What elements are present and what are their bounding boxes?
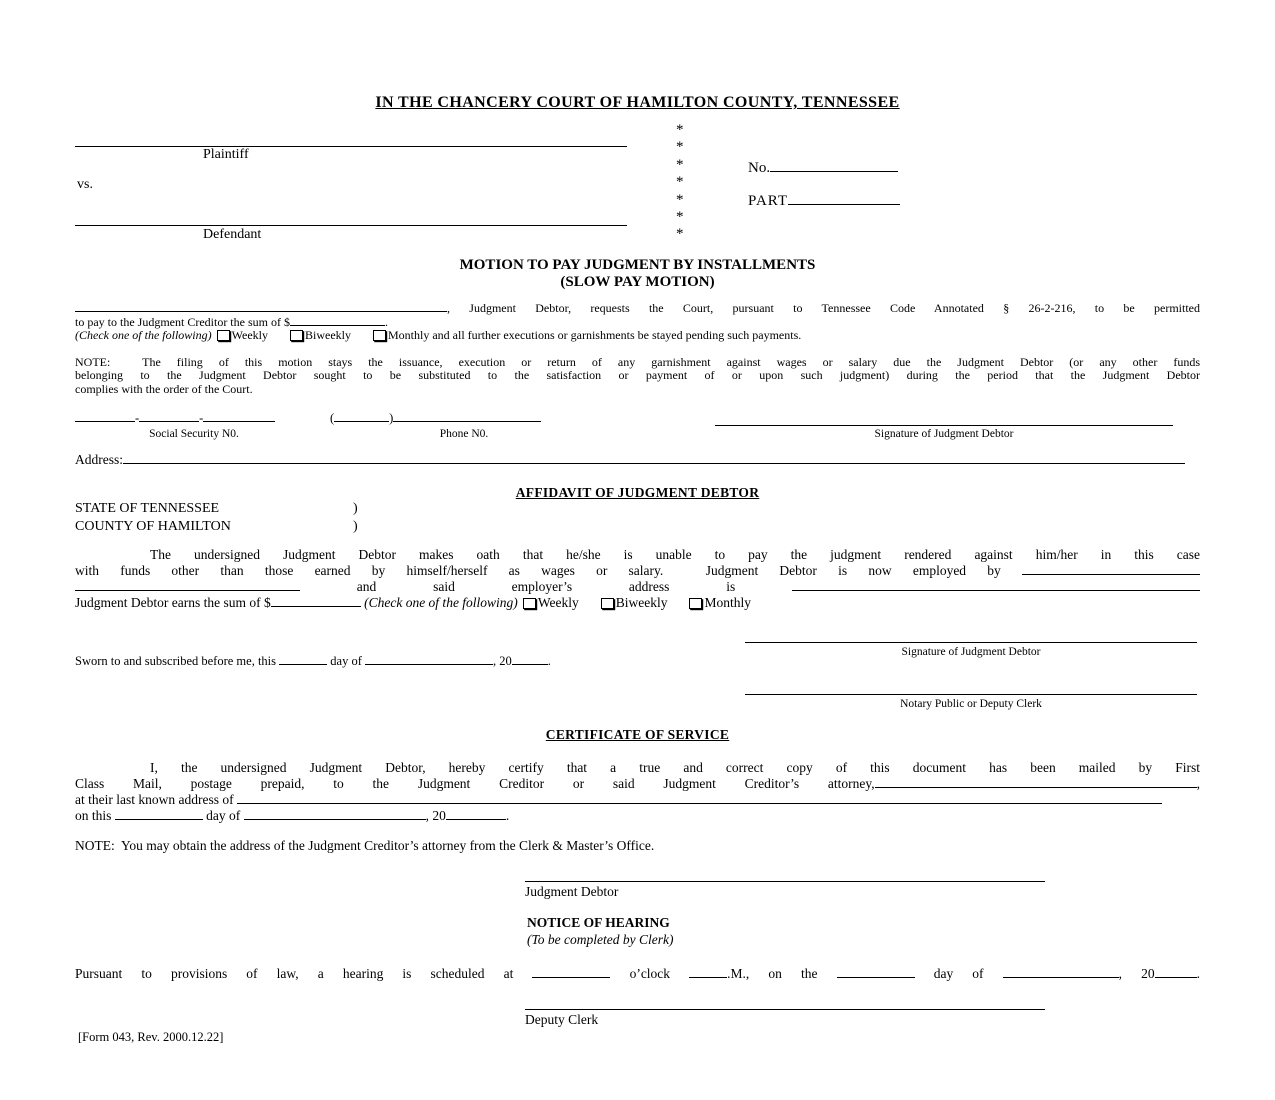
venue-block [75,500,435,535]
debtor-signature-group [715,411,1173,440]
county-row [75,518,435,536]
asterisk-separator: * [676,122,684,138]
ssn-label: Social Security N0. [149,428,239,440]
certificate-note: NOTE: You may obtain the address of the Judgment Creditor’s attorney from the Clerk & Master’s Office. [75,838,655,853]
deputy-clerk-signature-block [525,999,1045,1028]
motion-text-1: , Judgment Debtor, requests the Court, pursuant to Tennessee Code Annotated § 26-2-216, to be permitted [447,301,1200,315]
phone-paren-open: ( [330,411,335,425]
asterisk-separator: * [676,208,684,225]
affidavit-line-4 [75,595,1200,611]
affidavit-paragraph [75,547,1200,611]
notarization-block [75,630,1200,725]
asterisk-separator: * [676,174,684,191]
checkbox-icon[interactable] [373,330,386,341]
checkbox-label: Weekly [231,328,268,342]
checkbox-icon[interactable] [523,598,536,609]
sworn-statement [75,654,551,669]
phone-label: Phone N0. [439,428,489,440]
affidavit-checkbox-option-monthly[interactable] [689,595,751,610]
motion-text-2-period: . [384,314,388,329]
state-paren: ) [353,501,358,516]
part-row [748,193,900,210]
certificate-paragraph [75,760,1200,824]
hearing-title: NOTICE OF HEARING [527,915,670,930]
notary-label: Notary Public or Deputy Clerk [900,698,1042,710]
debtor-signature-label: Signature of Judgment Debtor [874,428,1014,440]
hearing-text-6: . [1196,966,1200,981]
deputy-clerk-label: Deputy Clerk [525,1012,599,1027]
state-line: STATE OF TENNESSEE [75,501,220,516]
hearing-text-3: .M., on the [727,966,837,981]
deputy-clerk-signature-field[interactable] [525,999,1045,1010]
checkbox-icon[interactable] [217,330,230,341]
ssn-hyphen: - [199,411,204,425]
sworn-text-2: day of [327,654,365,668]
affidavit-checkbox-option-biweekly[interactable] [601,595,668,610]
hearing-text-1: Pursuant to provisions of law, a hearing is scheduled at [75,966,533,981]
affidavit-checkbox-option-weekly[interactable] [523,595,579,610]
notary-signature-field[interactable] [745,682,1197,695]
state-row [75,500,435,518]
certificate-line-1: I, the undersigned Judgment Debtor, hereby certify that a true and correct copy of this document has been mailed by First [150,760,1200,775]
court-title: IN THE CHANCERY COURT OF HAMILTON COUNTY, TENNESSEE [375,94,900,111]
county-paren: ) [353,518,358,534]
service-day-field[interactable] [115,815,203,820]
checkbox-option-biweekly[interactable] [290,328,351,342]
checkbox-label: Biweekly [615,594,668,610]
certificate-text-2: Class Mail, postage prepaid, to the Judgment Creditor or said Judgment Creditor’s attorney, [75,775,875,791]
vs-label: vs. [77,177,93,192]
affidavit-check-prompt: (Check one of the following) [364,594,518,610]
defendant-name-field[interactable] [75,209,627,226]
part-field[interactable] [788,200,900,205]
certificate-line-4 [75,808,1200,824]
checkbox-label: Weekly [537,594,579,610]
hearing-schedule-line [75,966,1200,982]
asterisk-separator: * [676,226,684,243]
sworn-text-1: Sworn to and subscribed before me, this [75,654,280,668]
asterisk-separator: * [676,156,684,173]
sworn-year-field[interactable] [512,660,548,665]
asterisk-column [676,122,684,244]
ssn-field-2[interactable] [139,417,199,422]
sworn-text-4: . [547,654,551,668]
checkbox-label: Monthly [704,594,751,610]
affidavit-line-1: The undersigned Judgment Debtor makes oath that he/she is unable to pay the judgment rendered against him/her in this case [150,547,1200,562]
motion-paragraph [75,302,1200,343]
certificate-heading-row [0,726,1275,744]
case-number-row [748,160,898,177]
phone-number-field[interactable] [393,417,541,422]
plaintiff-name-field[interactable] [75,130,627,147]
ssn-hyphen: - [135,411,140,425]
payment-sum-field[interactable] [290,321,385,326]
motion-heading [0,257,1275,291]
hearing-day-field[interactable] [837,973,915,978]
address-label: Address: [75,452,123,467]
phone-group [330,411,598,440]
motion-note-line3: complies with the order of the Court. [75,381,253,396]
employer-address-field[interactable] [792,586,1200,591]
employer-name-field[interactable] [1022,570,1200,575]
employer-name-field-cont[interactable] [75,586,300,591]
plaintiff-label: Plaintiff [203,147,249,162]
ssn-field-1[interactable] [75,417,135,422]
affidavit-line-2 [75,563,1200,579]
ssn-field-3[interactable] [203,417,275,422]
sworn-day-field[interactable] [279,660,327,665]
checkbox-label: Biweekly [305,328,351,342]
notice-of-hearing-block [527,915,673,948]
sworn-text-3: , 20 [492,654,512,668]
hearing-month-field[interactable] [1003,973,1119,978]
court-title-row [0,94,1275,112]
certificate-text-4a: on this [75,807,115,823]
case-caption [75,122,1200,258]
hearing-subtitle: (To be completed by Clerk) [527,931,674,947]
checkbox-icon[interactable] [290,330,303,341]
attorney-name-field[interactable] [875,783,1197,788]
checkbox-icon[interactable] [601,598,614,609]
check-prompt: (Check one of the following) [75,328,212,342]
motion-line-1 [75,302,1200,316]
checkbox-label: Monthly [388,328,430,342]
defendant-label: Defendant [203,227,262,242]
motion-line-2 [75,316,1200,330]
certificate-text-3: at their last known address of [75,791,237,807]
certificate-title: CERTIFICATE OF SERVICE [545,727,730,742]
earnings-amount-field[interactable] [271,602,361,607]
hearing-year-field[interactable] [1155,973,1197,978]
part-label: PART [748,193,789,209]
motion-note-line2: belonging to the Judgment Debtor sought to be substituted to the satisfaction or payment of or upon such judgment) during the period that the Judgment Debtor [75,368,1200,383]
check-suffix: and all further executions or garnishments be stayed pending such payments. [429,328,802,342]
phone-area-field[interactable] [334,417,389,422]
hearing-text-2: o’clock [610,966,690,981]
judgment-debtor-name-field[interactable] [75,307,447,312]
affidavit-line-3 [75,579,1200,595]
hearing-text-4: day of [914,966,1003,981]
hearing-text-5: , 20 [1118,966,1155,981]
sworn-month-field[interactable] [365,660,493,665]
hearing-time-field[interactable] [532,973,610,978]
motion-title: MOTION TO PAY JUDGMENT BY INSTALLMENTS [459,257,816,273]
affidavit-signature-label: Signature of Judgment Debtor [901,646,1041,658]
certificate-line-2 [75,776,1200,792]
case-number-field[interactable] [770,167,898,172]
asterisk-separator: * [676,191,684,208]
motion-check-line [75,329,1200,343]
creditor-address-field[interactable] [237,799,1162,804]
identification-row [75,411,1200,455]
hearing-ampm-field[interactable] [689,973,727,978]
service-year-field[interactable] [446,815,506,820]
address-field[interactable] [123,459,1185,464]
debtor-signature-field[interactable] [715,411,1173,426]
county-line: COUNTY OF HAMILTON [75,518,231,534]
affidavit-title: AFFIDAVIT OF JUDGMENT DEBTOR [515,485,760,500]
affidavit-text-3: and said employer’s address is [300,578,792,594]
affidavit-text-2: with funds other than those earned by himself/herself as wages or salary. Judgment Debtor is now employed by [75,562,1022,578]
judgment-debtor-signature-field[interactable] [525,870,1045,882]
certificate-text-4b: day of [202,807,244,823]
certificate-comma: , [1196,775,1200,791]
affidavit-text-4: Judgment Debtor earns the sum of $ [75,594,271,610]
motion-note [75,356,1200,396]
checkbox-icon[interactable] [689,598,702,609]
judgment-debtor-signature-block [525,870,1045,900]
certificate-text-4d: . [505,807,510,823]
phone-paren-close: ) [389,411,394,425]
motion-note-line1: NOTE: The filing of this motion stays the issuance, execution or return of any garnishment against wages or salary due the Judgment Debtor (or any other funds [75,355,1200,369]
address-row [75,452,1200,468]
form-number: [Form 043, Rev. 2000.12.22] [78,1030,224,1044]
checkbox-option-monthly[interactable] [373,328,429,342]
certificate-text-4c: , 20 [425,807,446,823]
checkbox-option-weekly[interactable] [217,328,268,342]
service-month-field[interactable] [244,815,426,820]
asterisk-separator: * [676,139,684,156]
ssn-group [75,411,313,440]
affidavit-signature-field[interactable] [745,630,1197,643]
case-number-label: No. [748,160,771,176]
judgment-debtor-signature-label: Judgment Debtor [525,884,619,899]
motion-subtitle: (SLOW PAY MOTION) [560,274,715,290]
certificate-line-3 [75,792,1200,808]
motion-text-2: to pay to the Judgment Creditor the sum of $ [75,314,290,329]
